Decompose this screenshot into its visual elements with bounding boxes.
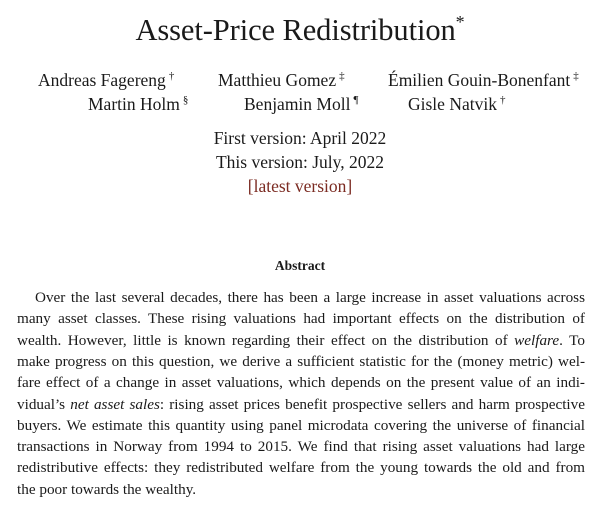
abstract-line: [17, 416, 585, 436]
paper-title: [0, 2, 600, 50]
author-footnote-mark: †: [499, 94, 506, 106]
abstract-text: transactions in Norway from 1994 to 2015. We find that rising asset valuations had large: [17, 438, 585, 456]
this-version: This version: July, 2022: [215, 152, 385, 172]
author-name: Martin Holm: [88, 94, 180, 114]
abstract-text: Over the last several decades, there has been a large increase in asset valuations across: [35, 289, 585, 306]
author: [38, 65, 174, 91]
abstract-text: many asset classes. These rising valuations had important effects on the distribution of: [17, 310, 585, 328]
abstract-text: the poor towards the wealthy.: [17, 480, 197, 498]
author-footnote-mark: ¶: [353, 94, 359, 106]
abstract-text: . To: [559, 331, 585, 349]
author-footnote-mark: †: [168, 70, 175, 82]
author-name: Andreas Fagereng: [38, 70, 166, 90]
abstract-text: fare effect of a change in asset valuations, which depends on the present value of an indi-: [17, 374, 585, 392]
author: [88, 89, 188, 115]
abstract-text: buyers. We estimate this quantity using panel microdata covering the universe of financial: [17, 416, 585, 434]
author-name: Émilien Gouin-Bonenfant: [388, 70, 571, 90]
abstract-text: vidual’s: [17, 395, 71, 413]
abstract-line: [17, 309, 585, 329]
author-footnote-mark: ‡: [573, 70, 579, 82]
abstract-text: make progress on this question, we derive a sufficient statistic for the (money metric) wel-: [17, 352, 585, 370]
first-version: First version: April 2022: [213, 128, 387, 148]
author: [408, 89, 505, 115]
abstract-heading: Abstract: [274, 258, 326, 273]
abstract-line: [17, 458, 585, 478]
author: [388, 65, 579, 91]
author-name: Matthieu Gomez: [218, 70, 337, 90]
latest-version-row: [0, 175, 600, 197]
abstract-emphasis: welfare: [514, 331, 560, 349]
abstract-line: [17, 373, 585, 393]
author-name: Gisle Natvik: [408, 94, 497, 114]
abstract-line: [17, 395, 585, 415]
abstract-line: [17, 352, 585, 372]
author: [244, 89, 358, 115]
abstract-line: [17, 437, 585, 457]
author: [218, 65, 345, 91]
abstract-emphasis: net asset sales: [70, 395, 160, 413]
abstract-line: [17, 480, 585, 500]
author-footnote-mark: §: [182, 94, 189, 106]
latest-version-link[interactable]: [latest version]: [247, 176, 353, 196]
abstract-line: [17, 331, 585, 351]
abstract-text: redistributive effects: they redistributed welfare from the young towards the old and from: [17, 459, 585, 477]
author-name: Benjamin Moll: [244, 94, 351, 114]
abstract-text: wealth. However, little is known regarding their effect on the distribution of: [17, 331, 515, 349]
author-footnote-mark: ‡: [339, 70, 345, 82]
title-footnote-mark: *: [455, 12, 465, 32]
abstract-line: [17, 288, 585, 308]
paper-title-text: Asset-Price Redistribution: [135, 13, 456, 47]
abstract-text: : rising asset prices benefit prospective sellers and harm prospective: [159, 395, 585, 413]
